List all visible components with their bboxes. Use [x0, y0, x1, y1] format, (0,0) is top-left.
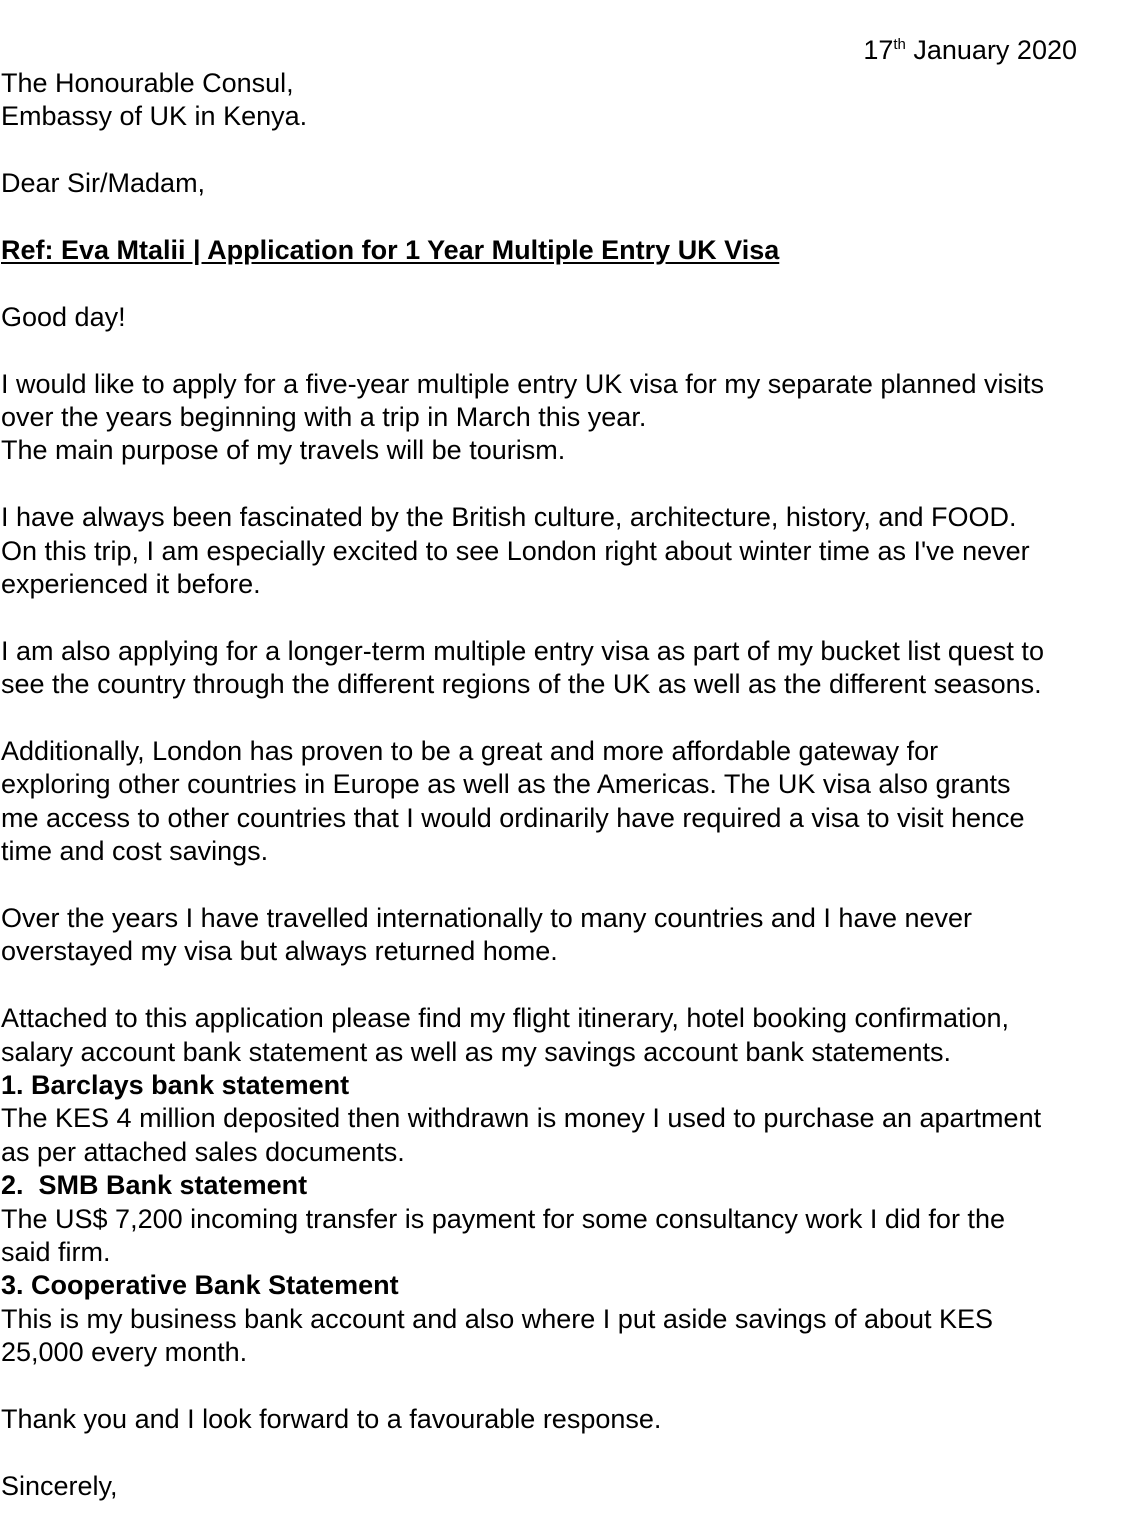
statement-heading: 1. Barclays bank statement	[1, 1070, 350, 1101]
paragraph-line: me access to other countries that I would ordinarily have required a visa to visit hence	[1, 802, 1025, 833]
recipient-block	[1, 67, 1129, 134]
date-suffix: th	[893, 36, 906, 53]
paragraph-interest	[1, 501, 1129, 601]
paragraph-gateway	[1, 735, 1129, 869]
date-rest: January 2020	[905, 35, 1077, 65]
recipient-line: The Honourable Consul,	[1, 68, 294, 98]
salutation: Dear Sir/Madam,	[1, 168, 206, 199]
paragraph-long-term	[1, 635, 1129, 702]
statement-heading: 3. Cooperative Bank Statement	[1, 1270, 399, 1301]
letter-date	[1, 34, 1129, 67]
greeting: Good day!	[1, 301, 126, 332]
paragraph-line: Over the years I have travelled internationally to many countries and I have never	[1, 903, 973, 934]
statement-line: This is my business bank account and also where I put aside savings of about KES	[1, 1303, 994, 1334]
paragraph-purpose	[1, 368, 1129, 468]
statement-line: The US$ 7,200 incoming transfer is payment for some consultancy work I did for the	[1, 1203, 1005, 1234]
paragraph-line: salary account bank statement as well as my savings account bank statements.	[1, 1036, 951, 1067]
statement-line: The KES 4 million deposited then withdrawn is money I used to purchase an apartment	[1, 1103, 1042, 1134]
paragraph-line: Additionally, London has proven to be a great and more affordable gateway for	[1, 736, 939, 767]
statement-item	[1, 1069, 1129, 1169]
paragraph-line: Attached to this application please find my flight itinerary, hotel booking confirmation,	[1, 1003, 1010, 1034]
statement-line: said firm.	[1, 1237, 111, 1268]
paragraph-line: see the country through the different regions of the UK as well as the different seasons.	[1, 669, 1042, 700]
paragraph-attachments	[1, 1002, 1129, 1069]
statement-list	[1, 1069, 1129, 1370]
statement-item	[1, 1169, 1129, 1269]
paragraph-travel-history	[1, 902, 1129, 969]
statement-heading: 2. SMB Bank statement	[1, 1170, 308, 1201]
signoff: Sincerely,	[1, 1470, 118, 1501]
paragraph-line: overstayed my visa but always returned home.	[1, 936, 558, 967]
statement-line: as per attached sales documents.	[1, 1136, 405, 1167]
paragraph-line: I have always been fascinated by the British culture, architecture, history, and FOOD.	[1, 502, 1017, 533]
paragraph-line: over the years beginning with a trip in March this year.	[1, 402, 647, 432]
recipient-line: Embassy of UK in Kenya.	[1, 101, 308, 132]
paragraph-line: I would like to apply for a five-year multiple entry UK visa for my separate planned visits	[1, 368, 1044, 399]
paragraph-line: The main purpose of my travels will be tourism.	[1, 435, 566, 466]
reference-line: Ref: Eva Mtalii | Application for 1 Year Multiple Entry UK Visa	[1, 235, 780, 265]
paragraph-line: time and cost savings.	[1, 836, 269, 867]
paragraph-line: I am also applying for a longer-term multiple entry visa as part of my bucket list quest to	[1, 635, 1044, 666]
closing-line: Thank you and I look forward to a favourable response.	[1, 1404, 662, 1435]
paragraph-line: exploring other countries in Europe as well as the Americas. The UK visa also grants	[1, 769, 1011, 800]
date-day: 17	[863, 35, 894, 65]
paragraph-line: experienced it before.	[1, 569, 261, 600]
letter-document	[1, 34, 1129, 1503]
paragraph-line: On this trip, I am especially excited to see London right about winter time as I've never	[1, 535, 1030, 566]
statement-line: 25,000 every month.	[1, 1337, 248, 1368]
statement-item	[1, 1269, 1129, 1369]
